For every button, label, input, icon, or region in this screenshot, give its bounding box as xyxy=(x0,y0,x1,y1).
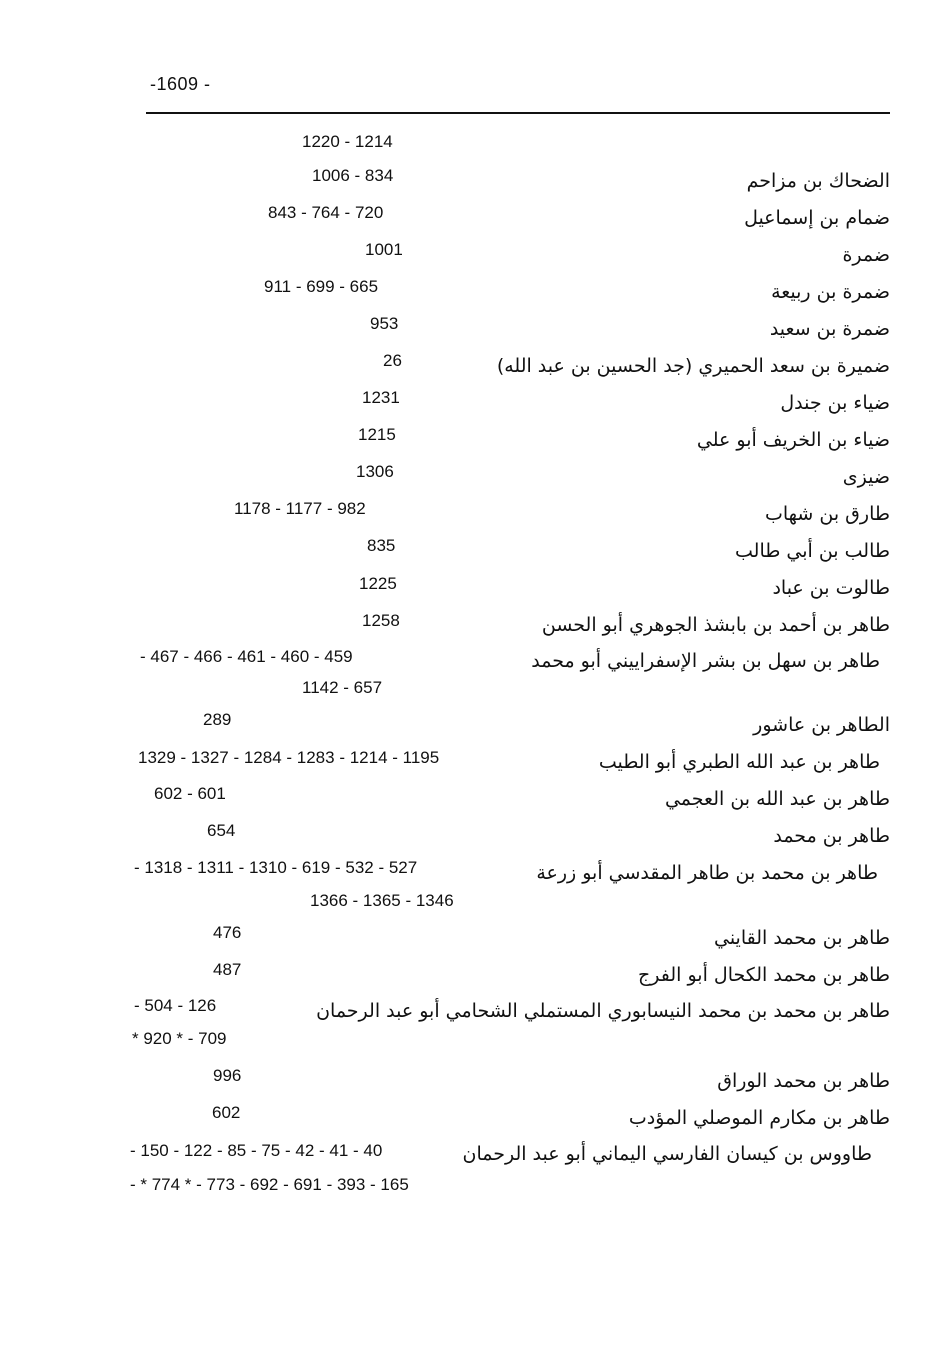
entry-18-name: طاهر بن محمد xyxy=(773,825,890,847)
entry-21-pages-line-1: 487 xyxy=(213,960,242,979)
entry-20-pages-line-1: 476 xyxy=(213,923,242,942)
entry-6-name: ضميرة بن سعد الحميري (جد الحسين بن عبد الله) xyxy=(496,355,890,377)
entry-19-pages-line-2: 1366 - 1365 - 1346 xyxy=(310,891,454,910)
entry-11-pages-line-1: 835 xyxy=(367,536,396,555)
entry-14-pages-line-2: 1142 - 657 xyxy=(302,678,383,697)
entry-25-pages-line-2: - * 774 * - 773 - 692 - 691 - 393 - 165 xyxy=(130,1175,409,1194)
entry-1-pages-line-1: 1006 - 834 xyxy=(312,166,394,185)
entry-3-name: ضمرة xyxy=(842,244,890,266)
entry-14-name: طاهر بن سهل بن بشر الإسفراييني أبو محمد xyxy=(531,650,880,672)
entry-15-name: الطاهر بن عاشور xyxy=(753,714,890,736)
entry-22-name: طاهر بن محمد بن محمد النيسابوري المستملي الشحامي أبو عبد الرحمان xyxy=(316,1000,890,1022)
entry-6-pages-line-1: 26 xyxy=(383,351,402,370)
entry-9-pages-line-1: 1306 xyxy=(356,462,394,481)
entry-13-name: طاهر بن أحمد بن بابشذ الجوهري أبو الحسن xyxy=(541,614,890,636)
entry-19-name: طاهر بن محمد بن طاهر المقدسي أبو زرعة xyxy=(536,862,878,884)
entry-14-pages-line-1: - 467 - 466 - 461 - 460 - 459 xyxy=(140,647,353,666)
entry-24-name: طاهر بن مكارم الموصلي المؤدب xyxy=(628,1107,890,1129)
entry-9-name: ضيزى xyxy=(842,466,890,488)
entry-4-name: ضمرة بن ربيعة xyxy=(771,281,890,303)
entry-8-name: ضياء بن الخريف أبو علي xyxy=(696,429,890,451)
entry-19-pages-line-1: - 1318 - 1311 - 1310 - 619 - 532 - 527 xyxy=(134,858,418,877)
entry-16-pages-line-1: 1329 - 1327 - 1284 - 1283 - 1214 - 1195 xyxy=(138,748,440,767)
entry-7-pages-line-1: 1231 xyxy=(362,388,400,407)
entry-3-pages-line-1: 1001 xyxy=(365,240,403,259)
entry-17-name: طاهر بن عبد الله بن العجمي xyxy=(664,788,890,810)
entry-13-pages-line-1: 1258 xyxy=(362,611,400,630)
header-rule xyxy=(146,112,890,114)
entry-12-name: طالوت بن عباد xyxy=(772,577,890,599)
entry-10-pages-line-1: 1178 - 1177 - 982 xyxy=(234,499,366,518)
entry-22-pages-line-2: * 920 * - 709 xyxy=(132,1029,227,1048)
entry-23-pages-line-1: 996 xyxy=(213,1066,242,1085)
entry-5-pages-line-1: 953 xyxy=(370,314,399,333)
entry-5-name: ضمرة بن سعيد xyxy=(769,318,890,340)
entry-25-name: طاووس بن كيسان الفارسي اليماني أبو عبد الرحمان xyxy=(462,1143,872,1165)
entry-23-name: طاهر بن محمد الوراق xyxy=(717,1070,890,1092)
entry-15-pages-line-1: 289 xyxy=(203,710,232,729)
entry-20-name: طاهر بن محمد القايني xyxy=(713,927,890,949)
entry-12-pages-line-1: 1225 xyxy=(359,574,397,593)
entry-21-name: طاهر بن محمد الكحال أبو الفرج xyxy=(638,964,890,986)
entry-7-name: ضياء بن جندل xyxy=(780,392,890,414)
entry-1-name: الضحاك بن مزاحم xyxy=(746,170,890,192)
entry-8-pages-line-1: 1215 xyxy=(358,425,396,444)
entry-16-name: طاهر بن عبد الله الطبري أبو الطيب xyxy=(598,751,880,773)
entry-22-pages-line-1: - 504 - 126 xyxy=(134,996,217,1015)
page-number: -1609 - xyxy=(150,74,211,94)
entry-0-pages-line-1: 1220 - 1214 xyxy=(302,132,393,151)
entry-25-pages-line-1: - 150 - 122 - 85 - 75 - 42 - 41 - 40 xyxy=(130,1141,383,1160)
entry-2-pages-line-1: 843 - 764 - 720 xyxy=(268,203,384,222)
entry-11-name: طالب بن أبي طالب xyxy=(735,540,890,562)
entry-17-pages-line-1: 602 - 601 xyxy=(154,784,226,803)
entry-10-name: طارق بن شهاب xyxy=(764,503,890,525)
entry-4-pages-line-1: 911 - 699 - 665 xyxy=(264,277,379,296)
entry-2-name: ضمام بن إسماعيل xyxy=(744,207,890,229)
entry-24-pages-line-1: 602 xyxy=(212,1103,241,1122)
entry-18-pages-line-1: 654 xyxy=(207,821,236,840)
